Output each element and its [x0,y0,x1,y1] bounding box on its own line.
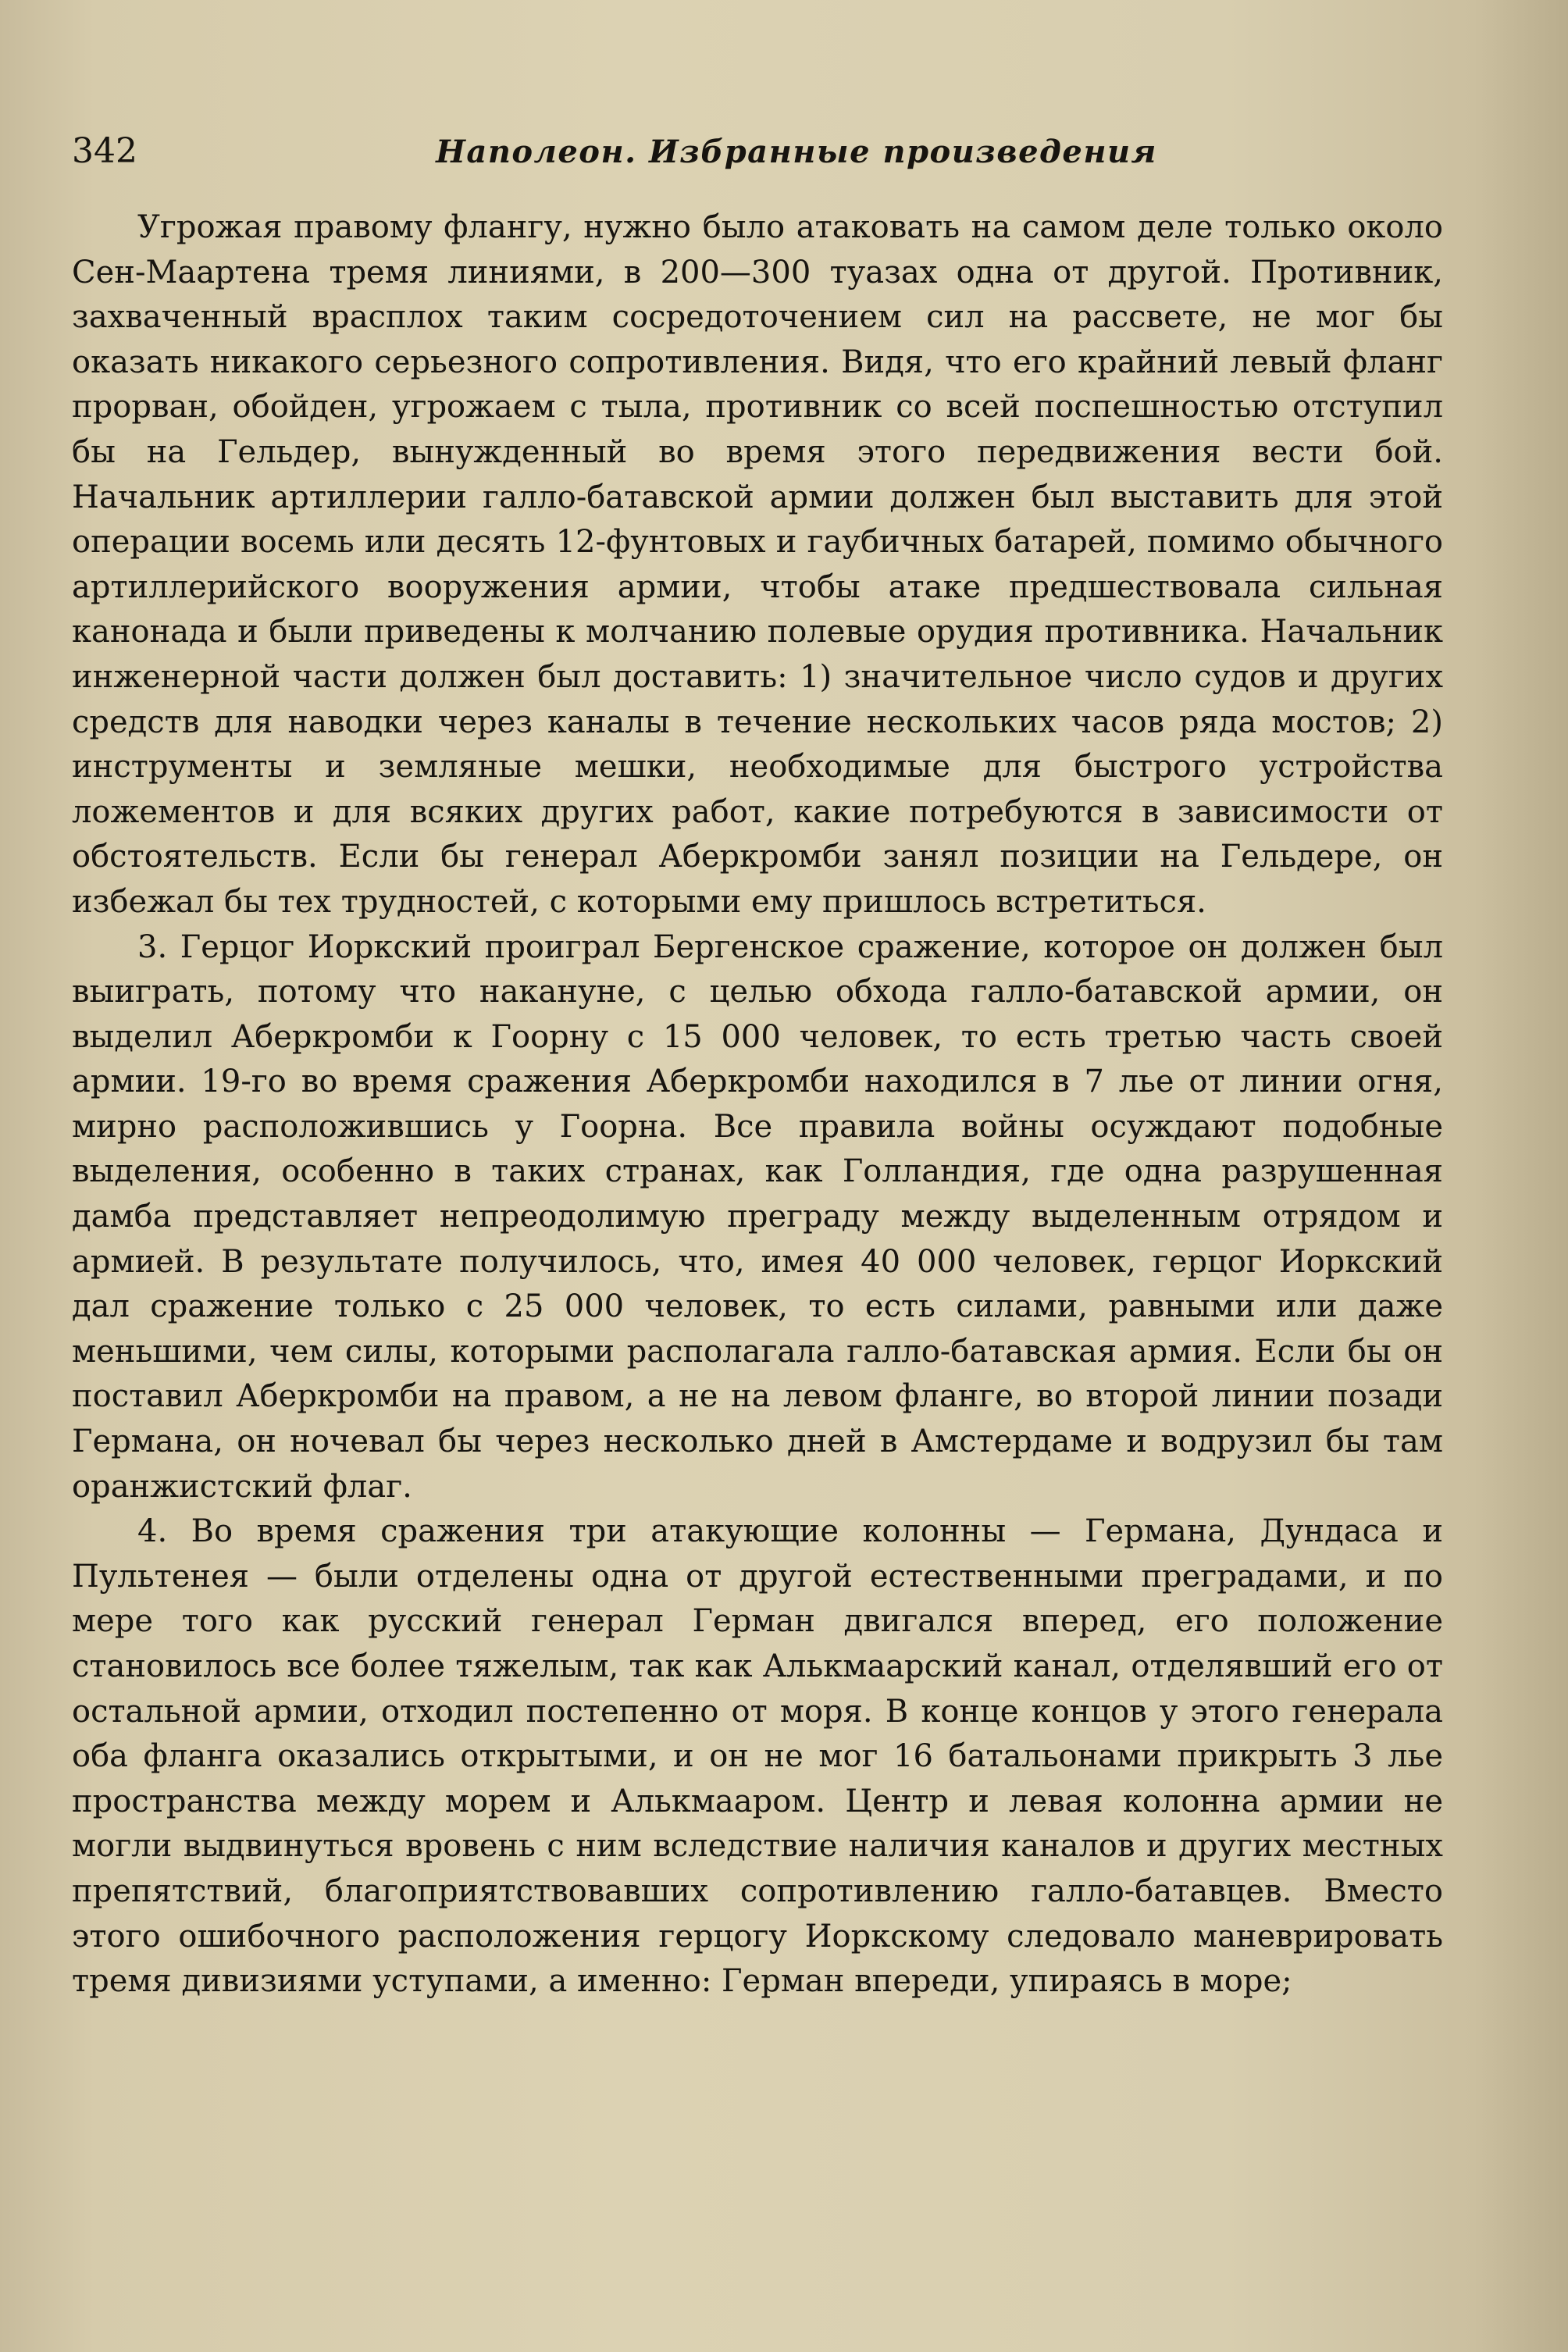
paragraph-1: Угрожая правому флангу, нужно было атаковать на самом деле только около Сен-Маартена тремя линиями, в 200—300 туазах одна от другой. Противник, захваченный врасплох таким сосредоточением сил на рассвете, не мог бы оказать никакого серьезного сопротивления. Видя, что его крайний левый фланг прорван, обойден, угрожаем с тыла, противник со всей поспешностью отступил бы на Гельдер, вынужденный во время этого передвижения вести бой. Начальник артиллерии галло-батавской армии должен был выставить для этой операции восемь или десять 12-фунтовых и гаубичных батарей, помимо обычного артиллерийского вооружения армии, чтобы атаке предшествовала сильная канонада и были приведены к молчанию полевые орудия противника. Начальник инженерной части должен был доставить: 1) значительное число судов и других средств для наводки через каналы в течение нескольких часов ряда мостов; 2) инструменты и земляные мешки, необходимые для быстрого устройства ложементов и для всяких других работ, какие потребуются в зависимости от обстоятельств. Если бы генерал Аберкромби занял позиции на Гельдере, он избежал бы тех трудностей, с которыми ему пришлось встретиться. [72,209,1443,920]
page-number: 342 [72,131,137,171]
page-header [72,131,1443,171]
running-title: Наполеон. Избранные произведения [436,134,1157,170]
body-text [72,205,1443,2005]
paragraph-2: 3. Герцог Иоркский проиграл Бергенское сражение, которое он должен был выиграть, потому что накануне, с целью обхода галло-батавской армии, он выделил Аберкромби к Гоорну с 15 000 человек, то есть третью часть своей армии. 19-го во время сражения Аберкромби находился в 7 лье от линии огня, мирно расположившись у Гоорна. Все правила войны осуждают подобные выделения, особенно в таких странах, как Голландия, где одна разрушенная дамба представляет непреодолимую преграду между выделенным отрядом и армией. В результате получилось, что, имея 40 000 человек, герцог Иоркский дал сражение только с 25 000 человек, то есть силами, равными или даже меньшими, чем силы, которыми располагала галло-батавская армия. Если бы он поставил Аберкромби на правом, а не на левом фланге, во второй линии позади Германа, он ночевал бы через несколько дней в Амстердаме и водрузил бы там оранжистский флаг. [72,928,1443,1505]
paragraph-3: 4. Во время сражения три атакующие колонны — Германа, Дундаса и Пультенея — были отделены одна от другой естественными преградами, и по мере того как русский генерал Герман двигался вперед, его положение становилось все более тяжелым, так как Алькмаарский канал, отделявший его от остальной армии, отходил постепенно от моря. В конце концов у этого генерала оба фланга оказались открытыми, и он не мог 16 батальонами прикрыть 3 лье пространства между морем и Алькмааром. Центр и левая колонна армии не могли выдвинуться вровень с ним вследствие наличия каналов и других местных препятствий, благоприятствовавших сопротивлению галло-батавцев. Вместо этого ошибочного расположения герцогу Иоркскому следовало маневрировать тремя дивизиями уступами, а именно: Герман впереди, упираясь в море; [72,1513,1443,2000]
